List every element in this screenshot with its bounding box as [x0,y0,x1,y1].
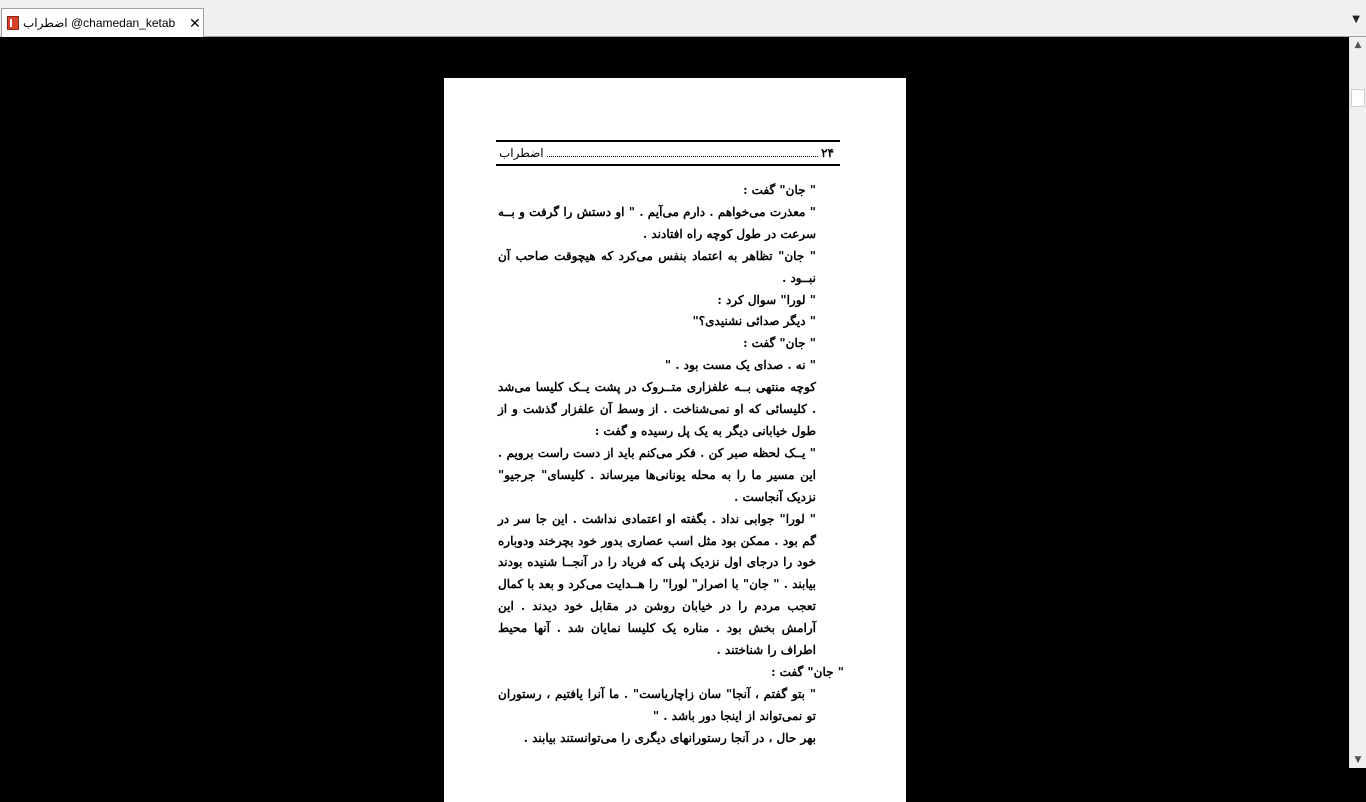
page-header [496,140,840,166]
text-paragraph: " جان" تظاهر به اعتماد بنفس می‌کرد که هیچوقت صاحب آن نبــود . [498,248,816,285]
text-paragraph: کوچه منتهی بــه علفزاری متــروک در پشت یــک کلیسا می‌شد . کلیسائی که او نمی‌شناخت . از وسط آن علفزار گذشت و از طول خیابانی دیگر به یک پل رسیده و گفت : [498,380,816,438]
arrow-down-icon[interactable]: ▼ [1354,755,1362,765]
tab-bar [0,0,1366,37]
document-viewer[interactable] [0,37,1349,768]
text-paragraph: " لورا" جوابی نداد . بگفته او اعتمادی نداشت . این جا سر در گم بود . ممکن بود مثل اسب عصاری بدور خود بچرخند ودوباره خود را درجای اول نزدیک پلی که فریاد را در آنجــا شنیده بودند بیابند . " جان" با اصرار" لورا" را هــدایت می‌کرد و بعد با کمال تعجب مردم را در خیابان روشن در مقابل خود دیدند . این آرامش بخش بود . مناره یک کلیسا نمایان شد . آنها محیط اطراف را شناختند . [498,511,816,658]
text-paragraph: " جان" گفت : [743,183,816,197]
close-icon[interactable]: ✕ [189,14,201,31]
text-paragraph: " نه . صدای یک مست بود . " [664,358,816,373]
document-tab[interactable] [1,8,204,37]
arrow-up-icon[interactable]: ▲ [1354,40,1362,50]
vertical-scrollbar[interactable] [1349,37,1366,768]
text-paragraph: " جان" گفت : [743,336,816,351]
text-paragraph: بهر حال ، در آنجا رستورانهای دیگری را می‌توانستند بیابند . [523,730,816,745]
page-number: ۲۴ [821,146,834,160]
pdf-page [444,78,906,802]
text-paragraph: " لورا" سوال کرد : [717,292,816,307]
chevron-down-icon[interactable]: ▼ [1352,14,1360,25]
text-paragraph: " بتو گفتم ، آنجا" سان زاچاریاست" . ما آنرا یافتیم ، رستوران تو نمی‌تواند از اینجا دور باشد . " [498,686,816,723]
text-paragraph: " یــک لحظه صبر کن . فکر می‌کنم باید از دست راست برویم . این مسیر ما را به محله یونانی‌ها میرساند . کلیسای" جرجیو" نزدیک آنجاست . [498,445,816,504]
text-paragraph: " معذرت می‌خواهم . دارم می‌آیم . " او دستش را گرفت و بــه سرعت در طول کوچه راه افتادند . [498,204,816,241]
text-paragraph: " جان" گفت : [771,664,844,679]
pdf-document-icon [7,16,19,30]
page-body-text [498,180,844,750]
running-head-title: اضطراب [499,146,544,160]
scrollbar-thumb[interactable] [1351,89,1365,107]
text-paragraph: " دیگر صدائی نشنیدی؟" [692,314,816,329]
tab-title[interactable]: اضطراب @chamedan_ketab [23,16,176,30]
header-leader-dots [547,156,818,157]
